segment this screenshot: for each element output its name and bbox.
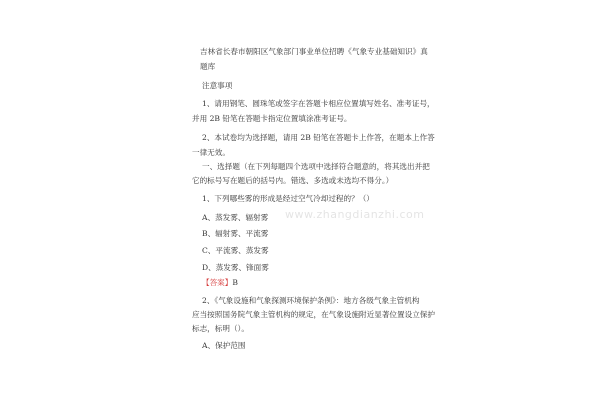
watermark: www.zhangdianzhi.com — [285, 208, 425, 221]
question-1-answer — [202, 278, 238, 288]
answer-tag: 【答案】 — [202, 278, 233, 287]
question-1-option-a: A、蒸发雾、辐射雾 — [202, 213, 269, 222]
question-1-option-b: B、辐射雾、平流雾 — [202, 229, 269, 238]
question-1-stem: 1、下列哪些雾的形成是经过空气冷却过程的？（） — [202, 194, 374, 203]
question-2-stem-line-1: 2、《气象设施和气象探测环境保护条例》：地方各级气象主管机构 — [202, 296, 420, 305]
section-heading-line-1: 一、选择题（在下列每题四个选项中选择符合题意的，将其选出并把 — [202, 162, 430, 171]
question-2-stem-line-2: 应当按照国务院气象主管机构的规定，在气象设施附近显著位置设立保护 — [192, 310, 435, 319]
document-title-line-2: 题库 — [200, 62, 216, 71]
notice-1-line-2: 并用 2B 铅笔在答题卡指定位置填涂准考证号。 — [192, 114, 352, 123]
notice-2-line-2: 一律无效。 — [192, 148, 230, 157]
notice-2-line-1: 2、本试卷均为选择题，请用 2B 铅笔在答题卡上作答，在题本上作答 — [202, 133, 435, 142]
question-2-stem-line-3: 标志，标明（）。 — [192, 324, 249, 333]
document-title-line-1: 吉林省长春市朝阳区气象部门事业单位招聘《气象专业基础知识》真 — [200, 47, 428, 56]
notice-heading: 注意事项 — [202, 81, 233, 90]
question-1-option-d: D、蒸发雾、锋面雾 — [202, 263, 269, 272]
question-1-option-c: C、平流雾、蒸发雾 — [202, 246, 269, 255]
answer-value: B — [232, 278, 238, 287]
question-2-option-a: A、保护范围 — [202, 341, 246, 350]
notice-1-line-1: 1、请用钢笔、圆珠笔或签字在答题卡相应位置填写姓名、准考证号， — [202, 99, 435, 108]
section-heading-line-2: 它的标号写在题后的括号内。错选、多选或未选均不得分。） — [192, 176, 394, 185]
